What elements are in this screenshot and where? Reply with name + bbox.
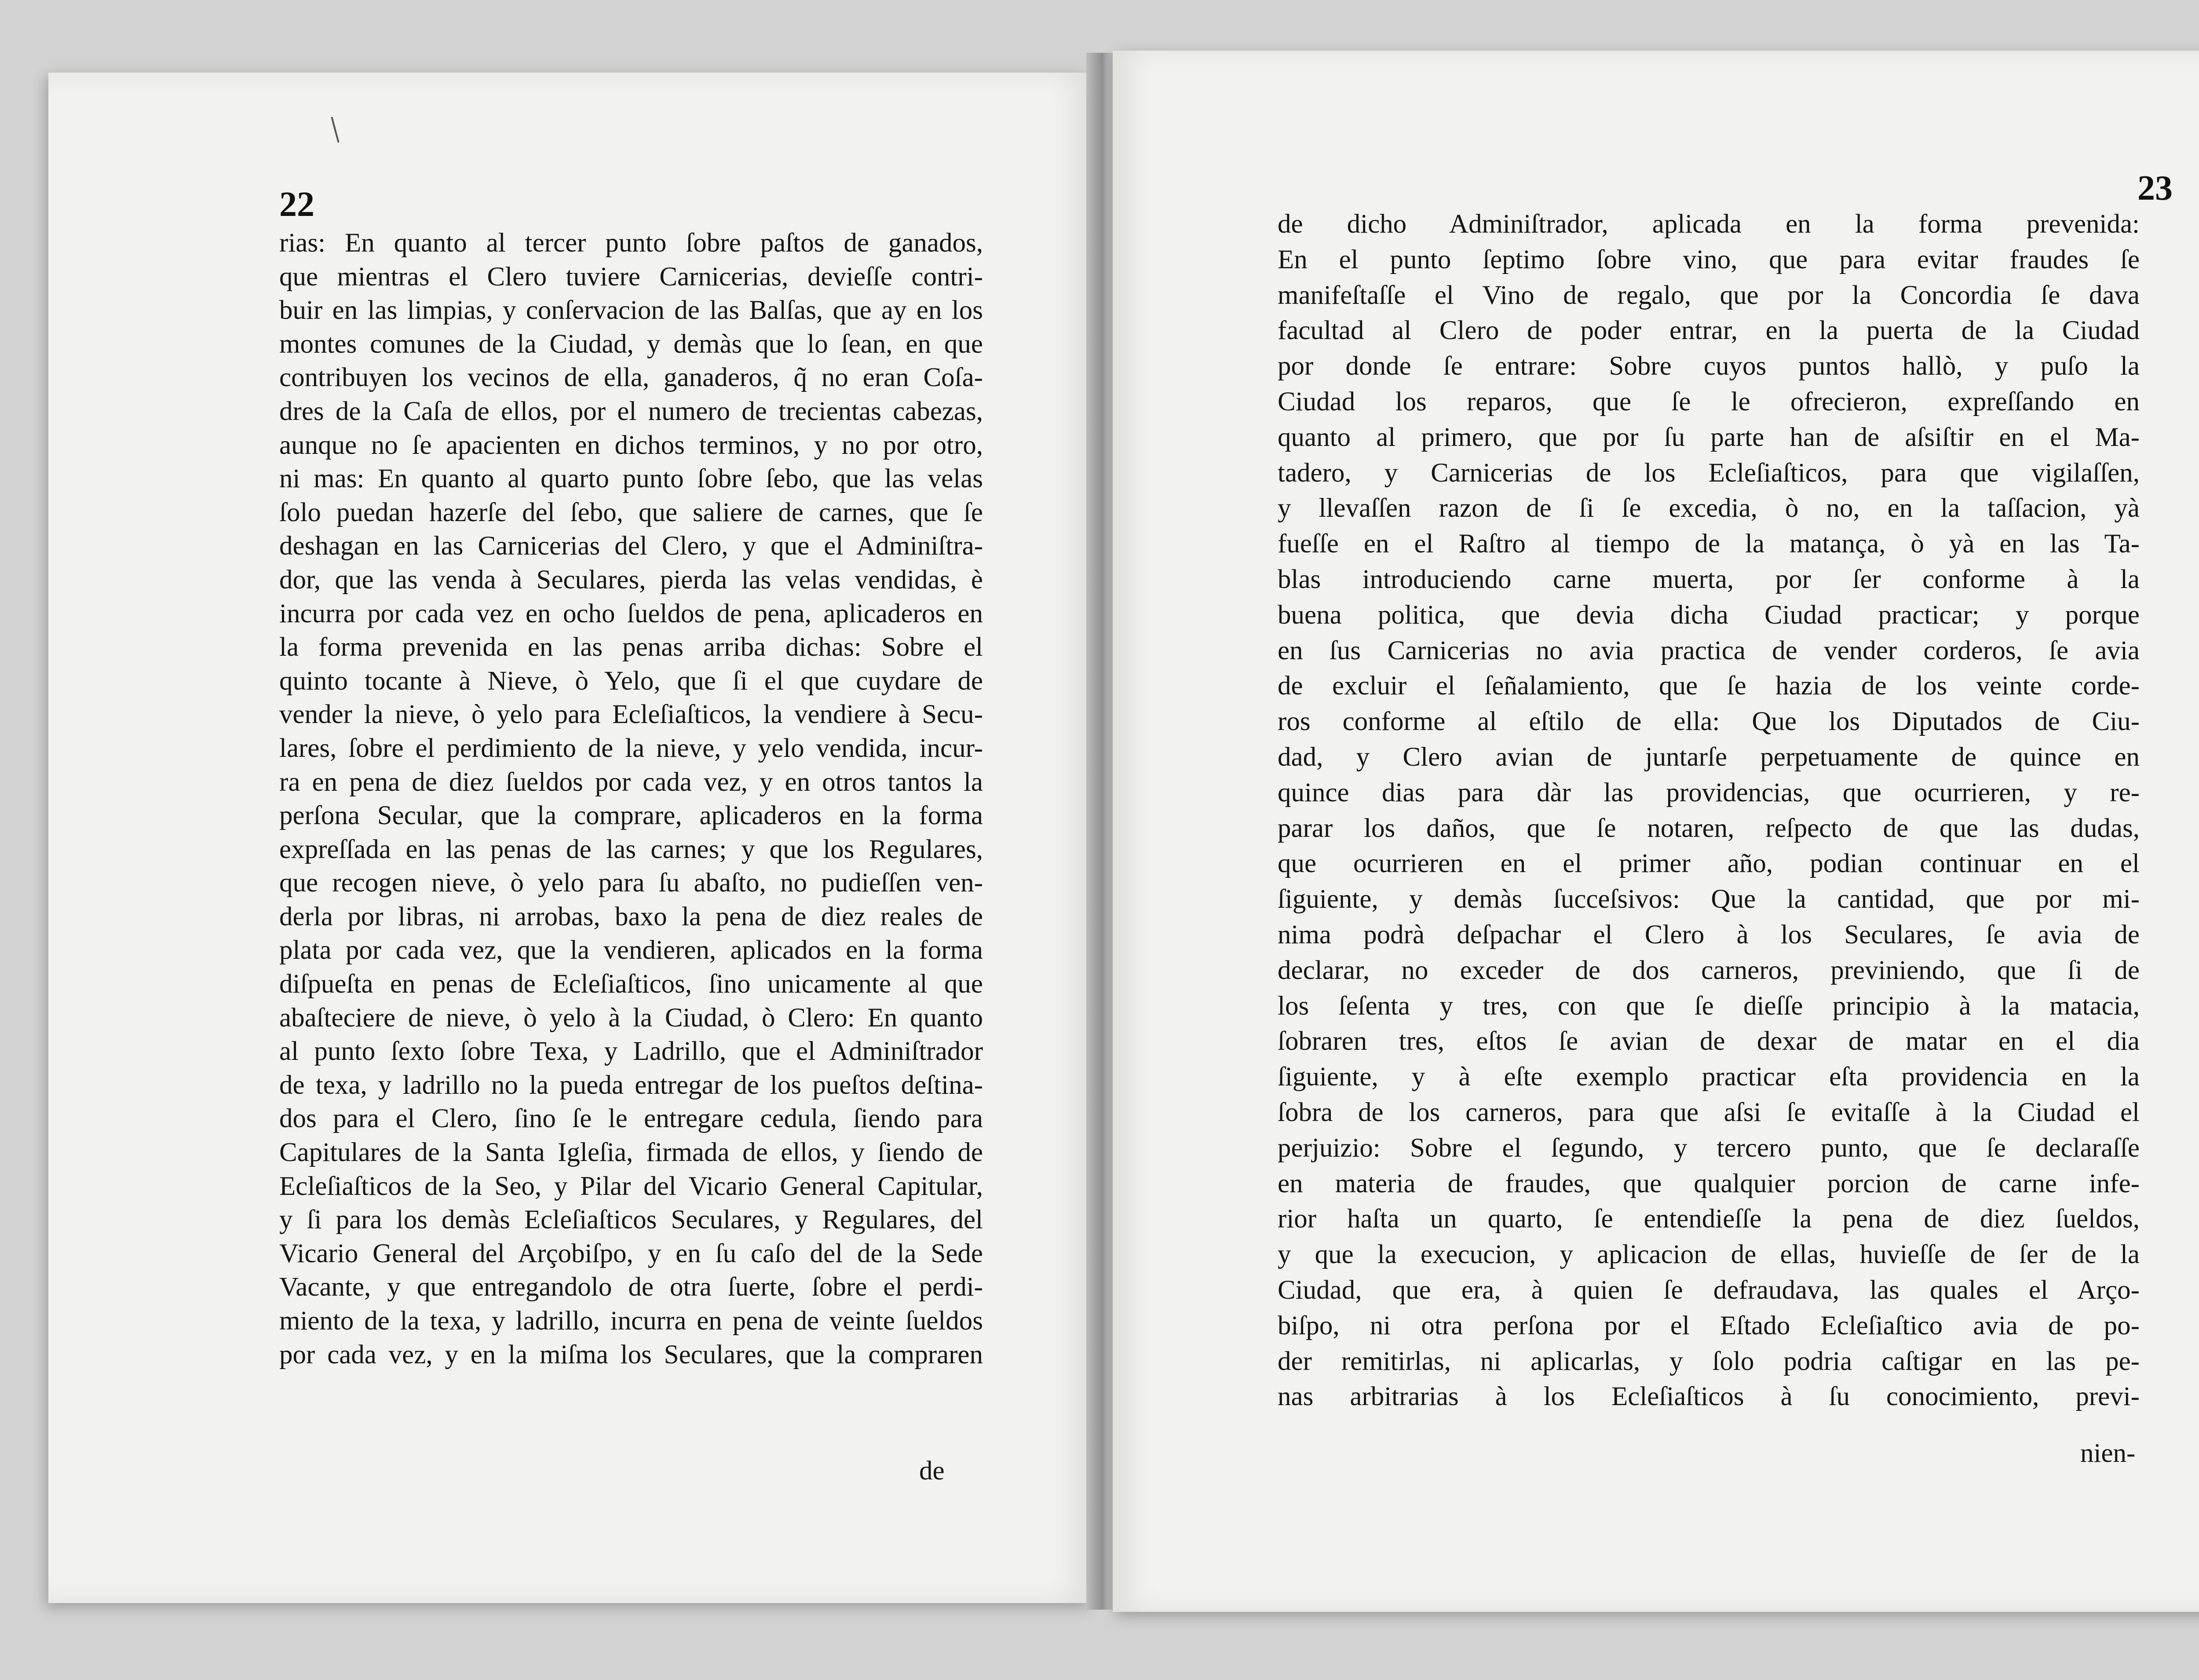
right-page-number: 23 xyxy=(2137,169,2173,208)
text-line: miento de la texa, y ladrillo, incurra en pena de veinte ſueldos xyxy=(279,1306,983,1336)
text-line: declarar, no exceder de dos carneros, previniendo, que ſi de xyxy=(1278,955,2140,985)
text-line: incurra por cada vez en ocho ſueldos de pena, aplicaderos en xyxy=(279,599,983,628)
text-line: dos para el Clero, ſino ſe le entregare cedula, ſiendo para xyxy=(279,1104,983,1134)
text-line: tadero, y Carnicerias de los Ecleſiaſticos, para que vigilaſſen, xyxy=(1278,458,2140,488)
text-line: al punto ſexto ſobre Texa, y Ladrillo, que el Adminiſtrador xyxy=(279,1037,983,1066)
text-line: ſiguiente, y à eſte exemplo practicar eſta providencia en la xyxy=(1278,1062,2140,1092)
text-line: y llevaſſen razon de ſi ſe excedia, ò no, en la taſſacion, yà xyxy=(1278,493,2140,523)
text-line: buena politica, que devia dicha Ciudad practicar; y porque xyxy=(1278,600,2140,630)
text-line: montes comunes de la Ciudad, y demàs que lo ſean, en que xyxy=(279,329,983,359)
text-line: Ciudad, que era, à quien ſe defraudava, las quales el Arço- xyxy=(1278,1275,2140,1305)
text-line: ſolo puedan hazerſe del ſebo, que saliere de carnes, que ſe xyxy=(279,497,983,527)
text-line: deshagan en las Carnicerias del Clero, y que el Adminiſtra- xyxy=(279,531,983,561)
text-line: diſpueſta en penas de Ecleſiaſticos, ſino unicamente al que xyxy=(279,969,983,999)
left-page xyxy=(48,73,1091,1603)
text-line: quince dias para dàr las providencias, que ocurrieren, y re- xyxy=(1278,778,2140,807)
text-line: nas arbitrarias à los Ecleſiaſticos à ſu conocimiento, previ- xyxy=(1278,1382,2140,1412)
text-line: rias: En quanto al tercer punto ſobre paſtos de ganados, xyxy=(279,228,983,258)
text-line: ſobraren tres, eſtos ſe avian de dexar de matar en el dia xyxy=(1278,1026,2140,1056)
text-line: aunque no ſe apacienten en dichos terminos, y no por otro, xyxy=(279,430,983,460)
text-line: En el punto ſeptimo ſobre vino, que para evitar fraudes ſe xyxy=(1278,245,2140,274)
text-line: Ciudad los reparos, que ſe le ofrecieron, expreſſando en xyxy=(1278,387,2140,416)
text-line: quanto al primero, que por ſu parte han de aſsiſtir en el Ma- xyxy=(1278,422,2140,452)
text-line: biſpo, ni otra perſona por el Eſtado Ecleſiaſtico avia de po- xyxy=(1278,1311,2140,1340)
right-page xyxy=(1113,51,2199,1612)
text-line: vender la nieve, ò yelo para Ecleſiaſticos, la vendiere à Secu- xyxy=(279,700,983,730)
text-line: dres de la Caſa de ellos, por el numero de trecientas cabezas, xyxy=(279,396,983,426)
text-line: dad, y Clero avian de juntarſe perpetuamente de quince en xyxy=(1278,742,2140,772)
text-line: quinto tocante à Nieve, ò Yelo, que ſi el que cuydare de xyxy=(279,666,983,696)
text-line: perjuizio: Sobre el ſegundo, y tercero punto, que ſe declaraſſe xyxy=(1278,1133,2140,1163)
right-catchword: nien- xyxy=(2080,1439,2136,1468)
text-line: lares, ſobre el perdimiento de la nieve, y yelo vendida, incur- xyxy=(279,733,983,763)
text-line: la forma prevenida en las penas arriba dichas: Sobre el xyxy=(279,632,983,662)
text-line: der remitirlas, ni aplicarlas, y ſolo podria caſtigar en las pe- xyxy=(1278,1346,2140,1376)
text-line: ſobra de los carneros, para que aſsi ſe evitaſſe à la Ciudad el xyxy=(1278,1097,2140,1127)
text-line: rior haſta un quarto, ſe entendieſſe la pena de diez ſueldos, xyxy=(1278,1204,2140,1234)
text-line: fueſſe en el Raſtro al tiempo de la matança, ò yà en las Ta- xyxy=(1278,529,2140,559)
text-line: plata por cada vez, que la vendieren, aplicados en la forma xyxy=(279,935,983,965)
text-line: perſona Secular, que la comprare, aplicaderos en la forma xyxy=(279,801,983,831)
right-page-text xyxy=(1278,207,2140,1415)
text-line: Vacante, y que entregandolo de otra ſuerte, ſobre el perdi- xyxy=(279,1272,983,1302)
text-line: de excluir el ſeñalamiento, que ſe hazia de los veinte corde- xyxy=(1278,671,2140,701)
text-line: de dicho Adminiſtrador, aplicada en la forma prevenida: xyxy=(1278,209,2140,239)
text-line: buir en las limpias, y conſervacion de las Balſas, que ay en los xyxy=(279,296,983,325)
text-line: y que la execucion, y aplicacion de ellas, huvieſſe de ſer de la xyxy=(1278,1240,2140,1270)
text-line: derla por libras, ni arrobas, baxo la pena de diez reales de xyxy=(279,902,983,931)
text-line: nima podrà deſpachar el Clero à los Seculares, ſe avia de xyxy=(1278,920,2140,950)
text-line: abaſteciere de nieve, ò yelo à la Ciudad, ò Clero: En quanto xyxy=(279,1003,983,1033)
text-line: contribuyen los vecinos de ella, ganaderos, q̃ no eran Coſa- xyxy=(279,363,983,393)
text-line: por cada vez, y en la miſma los Seculares, que la compraren xyxy=(279,1340,983,1370)
text-line: manifeſtaſſe el Vino de regalo, que por la Concordia ſe dava xyxy=(1278,280,2140,310)
left-catchword: de xyxy=(919,1456,945,1486)
text-line: de texa, y ladrillo no la pueda entregar de los pueſtos deſtina- xyxy=(279,1070,983,1100)
text-line: ſiguiente, y demàs ſucceſsivos: Que la cantidad, que por mi- xyxy=(1278,884,2140,914)
text-line: ni mas: En quanto al quarto punto ſobre ſebo, que las velas xyxy=(279,464,983,494)
text-line: dor, que las venda à Seculares, pierda las velas vendidas, è xyxy=(279,565,983,595)
text-line: y ſi para los demàs Ecleſiaſticos Seculares, y Regulares, del xyxy=(279,1205,983,1235)
text-line: que mientras el Clero tuviere Carnicerias, devieſſe contri- xyxy=(279,262,983,292)
text-line: expreſſada en las penas de las carnes; y que los Regulares, xyxy=(279,834,983,864)
text-line: en ſus Carnicerias no avia practica de vender corderos, ſe avia xyxy=(1278,635,2140,665)
text-line: Ecleſiaſticos de la Seo, y Pilar del Vicario General Capitular, xyxy=(279,1171,983,1201)
text-line: blas introduciendo carne muerta, por ſer conforme à la xyxy=(1278,564,2140,594)
left-page-number: 22 xyxy=(279,185,314,224)
text-line: ra en pena de diez ſueldos por cada vez, y en otros tantos la xyxy=(279,767,983,797)
ink-speck xyxy=(331,117,339,143)
text-line: parar los daños, que ſe notaren, reſpecto de que las dudas, xyxy=(1278,813,2140,843)
text-line: en materia de fraudes, que qualquier porcion de carne infe- xyxy=(1278,1169,2140,1198)
text-line: facultad al Clero de poder entrar, en la puerta de la Ciudad xyxy=(1278,316,2140,346)
text-line: que ocurrieren en el primer año, podian continuar en el xyxy=(1278,849,2140,879)
text-line: los ſeſenta y tres, con que ſe dieſſe principio à la matacia, xyxy=(1278,991,2140,1021)
text-line: que recogen nieve, ò yelo para ſu abaſto, no pudieſſen ven- xyxy=(279,868,983,898)
text-line: Capitulares de la Santa Igleſia, firmada de ellos, y ſiendo de xyxy=(279,1138,983,1168)
text-line: por donde ſe entrare: Sobre cuyos puntos hallò, y puſo la xyxy=(1278,351,2140,381)
text-line: Vicario General del Arçobiſpo, y en ſu caſo del de la Sede xyxy=(279,1238,983,1268)
left-page-text xyxy=(279,226,983,1372)
text-line: ros conforme al eſtilo de ella: Que los Diputados de Ciu- xyxy=(1278,707,2140,737)
